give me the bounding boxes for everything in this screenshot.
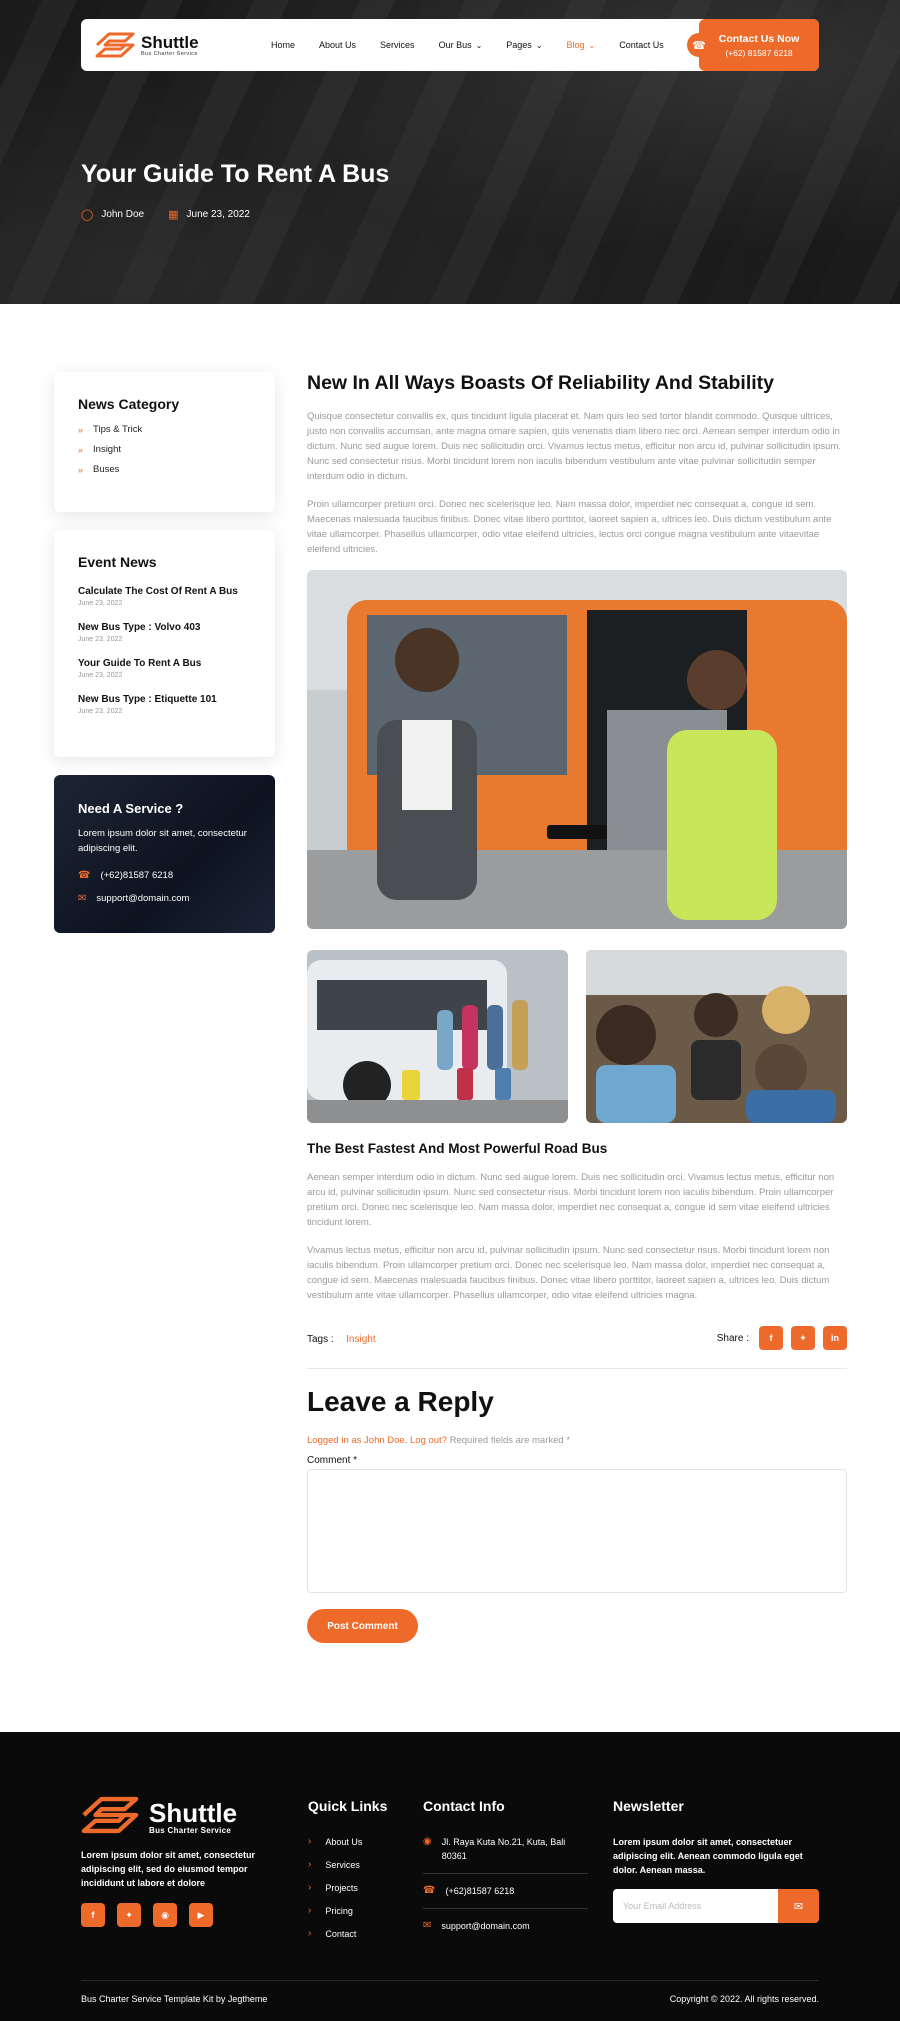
map-pin-icon: ◉ (423, 1836, 432, 1847)
quick-links (308, 1836, 362, 1951)
article-paragraph: Quisque consectetur convallis ex, quis tincidunt ligula placerat et. Nam quis leo sed tortor blandit commodo. Quisque ultrices, justo non convallis accumsan, ante magna ornare sapien, quis venenatis diam libero nec orci. Aenean semper interdum odio in dictum. Nunc sed augue lorem. Duis nec sollicitudin orci. Vivamus lectus metus, efficitur non arcu id, pulvinar sollicitudin ipsum. Nunc sed consectetur risus. Morbi tincidunt lorem non iaculis bibendum vestibulum ante vitae pulvinar sollicitudin semper interdum odio in dictum. (307, 411, 841, 482)
newsletter-title: Newsletter (613, 1798, 684, 1814)
chevron-right-icon: » (78, 464, 84, 475)
youtube-icon[interactable]: ▶ (189, 1903, 213, 1927)
contact-phone[interactable] (423, 1884, 588, 1909)
footer (0, 1732, 900, 2021)
chevron-right-icon: › (308, 1882, 312, 1893)
chevron-down-icon: ⌄ (588, 40, 596, 50)
tags (307, 1329, 376, 1347)
post-comment-button[interactable]: Post Comment (307, 1609, 418, 1643)
chevron-down-icon: ⌄ (535, 40, 543, 50)
send-icon: ✉ (793, 1900, 804, 1913)
category-label: Tips & Trick (93, 424, 143, 435)
contact-button-title: Contact Us Now (718, 32, 800, 45)
category-item[interactable] (78, 464, 251, 475)
nav-contact-label: Contact Us (619, 40, 664, 50)
nav-pages[interactable] (494, 40, 554, 50)
nav-blog[interactable] (555, 40, 608, 50)
brand-logo[interactable] (81, 32, 251, 58)
nav-about[interactable] (307, 40, 368, 50)
category-item[interactable] (78, 444, 251, 455)
event-title: New Bus Type : Volvo 403 (78, 622, 201, 633)
footer-description: Lorem ipsum dolor sit amet, consectetur adipiscing elit, sed do eiusmod tempor incididunt ut labore et dolore (81, 1850, 256, 1888)
newsletter-form (613, 1889, 819, 1923)
event-title: Your Guide To Rent A Bus (78, 658, 202, 669)
quick-link-label: About Us (325, 1836, 363, 1847)
newsletter-desc: Lorem ipsum dolor sit amet, consectetuer adipiscing elit. Aenean commodo ligula eget dolor. Aenean massa. (613, 1837, 803, 1875)
newsletter-submit-button[interactable] (778, 1889, 819, 1923)
nav-services-label: Services (380, 40, 415, 50)
newsletter-email-input[interactable] (613, 1889, 778, 1923)
article-heading: New In All Ways Boasts Of Reliability And Stability (307, 372, 775, 394)
quick-link[interactable] (308, 1928, 362, 1939)
share (717, 1326, 847, 1350)
news-category-widget (54, 372, 275, 512)
event-title: New Bus Type : Etiquette 101 (78, 694, 217, 705)
event-date: June 23, 2022 (78, 636, 123, 643)
footer-social (81, 1903, 213, 1927)
quick-link[interactable] (308, 1836, 362, 1847)
post-author[interactable]: John Doe (101, 209, 145, 220)
logout-link[interactable]: Log out? (410, 1435, 447, 1446)
top-navbar (81, 19, 819, 71)
category-item[interactable] (78, 424, 251, 435)
quick-link-label: Projects (325, 1882, 358, 1893)
footer-brand-name: Shuttle (149, 1798, 238, 1828)
nav-home[interactable] (259, 40, 307, 50)
category-label: Buses (93, 464, 120, 475)
contact-info-title: Contact Info (423, 1798, 505, 1814)
nav-blog-label: Blog (566, 40, 585, 50)
brand-name: Shuttle (141, 32, 199, 52)
chevron-right-icon: » (78, 444, 84, 455)
twitter-icon[interactable]: ✦ (791, 1326, 815, 1350)
nav-services[interactable] (368, 40, 427, 50)
event-item[interactable] (78, 586, 251, 607)
nav-our-bus-label: Our Bus (438, 40, 472, 50)
category-label: Insight (93, 444, 122, 455)
nav-contact[interactable] (607, 40, 676, 50)
comment-label: Comment * (307, 1455, 358, 1466)
post-meta (81, 208, 250, 221)
article (307, 304, 847, 1732)
article-paragraph: Aenean semper interdum odio in dictum. Nunc sed augue lorem. Duis nec sollicitudin orci. Vivamus lectus metus, efficitur non arcu id, pulvinar sollicitudin ipsum. Nunc sed consectetur risus. Morbi tincidunt lorem non iaculis bibendum. Proin ullamcorper pretium orci. Donec nec scelerisque leo. Nam massa dolor, imperdiet nec consequat a, congue id sem vitae eleifend ultricies tincidunt lorem. (307, 1172, 835, 1228)
address-text: Jl. Raya Kuta No.21, Kuta, Bali 80361 (441, 1837, 566, 1861)
event-item[interactable] (78, 622, 251, 643)
event-title: Calculate The Cost Of Rent A Bus (78, 586, 238, 597)
leave-reply-title: Leave a Reply (307, 1386, 494, 1417)
bus-boarding-photo (307, 570, 847, 929)
main-nav (259, 40, 676, 50)
linkedin-icon[interactable]: in (823, 1326, 847, 1350)
news-category-title: News Category (78, 396, 180, 412)
article-paragraph: Vivamus lectus metus, efficitur non arcu id, pulvinar sollicitudin ipsum. Nunc sed consectetur risus. Morbi tincidunt lorem non iaculis bibendum. Proin ullamcorper pretium orci. Donec nec scelerisque leo. Nam massa dolor, imperdiet nec consequat a, congue id sem. Maecenas malesuada faucibus finibus. Donec vitae libero porttitor, laoreet sapien a, ultrices leo. Duis dictum vestibulum ante vitae ullamcorper. Phasellus ullamcorper, odio vitae eleifend ultricies magna. (307, 1245, 830, 1301)
user-icon: ◯ (81, 209, 94, 221)
facebook-icon[interactable]: f (759, 1326, 783, 1350)
need-service-widget (54, 775, 275, 933)
email-icon: ✉ (423, 1920, 432, 1931)
quick-link[interactable] (308, 1859, 362, 1870)
brand-tagline: Bus Charter Service (141, 50, 198, 57)
logo-icon (81, 1795, 139, 1840)
nav-pages-label: Pages (506, 40, 532, 50)
share-label: Share : (716, 1332, 749, 1344)
chevron-right-icon: › (308, 1859, 312, 1870)
footer-brand-tagline: Bus Charter Service (149, 1826, 232, 1835)
phone-icon: ☎ (687, 33, 711, 57)
footer-credit: Bus Charter Service Template Kit by Jegtheme (81, 1994, 268, 2004)
service-email-text: support@domain.com (96, 893, 190, 904)
event-date: June 23, 2022 (78, 672, 123, 679)
need-service-title: Need A Service ? (78, 801, 184, 816)
event-date: June 23, 2022 (78, 708, 123, 715)
footer-copyright: Copyright © 2022. All rights reserved. (669, 1994, 819, 2004)
main-content (0, 304, 900, 1732)
event-date: June 23, 2022 (78, 600, 123, 607)
quick-link[interactable] (308, 1882, 362, 1893)
contact-email[interactable] (423, 1919, 588, 1943)
quick-link-label: Pricing (325, 1905, 353, 1916)
service-email[interactable] (78, 893, 251, 904)
post-date: June 23, 2022 (186, 209, 250, 220)
contact-info (423, 1835, 588, 1953)
divider (307, 1368, 847, 1369)
quick-link-label: Services (325, 1859, 360, 1870)
calendar-icon: ▦ (168, 209, 179, 221)
instagram-icon[interactable]: ◉ (153, 1903, 177, 1927)
hero-banner (0, 0, 900, 304)
need-service-desc: Lorem ipsum dolor sit amet, consectetur adipiscing elit. (78, 828, 247, 854)
logged-in-link[interactable]: Logged in as John Doe. (307, 1435, 408, 1446)
phone-icon: ☎ (78, 870, 91, 881)
nav-about-label: About Us (319, 40, 357, 50)
tags-share-row (307, 1326, 847, 1350)
passengers-selfie-photo (586, 950, 847, 1123)
chevron-right-icon: › (308, 1836, 312, 1847)
contact-us-now-button[interactable] (699, 19, 819, 71)
footer-bottom (81, 1980, 819, 2004)
quick-links-title: Quick Links (308, 1798, 388, 1814)
event-item[interactable] (78, 694, 251, 715)
newsletter (613, 1835, 819, 1923)
chevron-right-icon: › (308, 1905, 312, 1916)
nav-our-bus[interactable] (427, 40, 495, 50)
email-text: support@domain.com (441, 1921, 530, 1931)
quick-link-label: Contact (325, 1928, 357, 1939)
quick-link[interactable] (308, 1905, 362, 1916)
contact-button-phone: (+62) 81587 6218 (725, 47, 793, 58)
page-title: Your Guide To Rent A Bus (81, 160, 390, 188)
chevron-down-icon: ⌄ (475, 40, 483, 50)
comment-textarea[interactable] (307, 1469, 847, 1593)
logo-icon (95, 32, 135, 58)
email-icon: ✉ (78, 893, 87, 904)
facebook-icon[interactable]: f (81, 1903, 105, 1927)
tag-link[interactable]: Insight (346, 1334, 376, 1345)
footer-logo[interactable] (81, 1795, 237, 1840)
tags-label: Tags : (307, 1334, 334, 1345)
event-news-widget (54, 530, 275, 757)
phone-icon: ☎ (423, 1885, 436, 1896)
contact-address (423, 1835, 588, 1874)
nav-home-label: Home (271, 40, 296, 50)
required-note: Required fields are marked * (449, 1435, 571, 1446)
event-news-title: Event News (78, 554, 157, 570)
article-paragraph: Proin ullamcorper pretium orci. Donec nec scelerisque leo. Nam massa dolor, imperdiet nec consequat a, congue id sem. Maecenas malesuada faucibus finibus. Donec vitae libero porttitor, laoreet sapien a, ultrices leo. Duis dictum vestibulum ante vitae ullamcorper. Phasellus ullamcorper, odio vitae eleifend ultricies, lectus orci congue magna vestibulum ante vitaevitae eleifend ultricies. (307, 499, 832, 555)
article-subheading: The Best Fastest And Most Powerful Road Bus (307, 1141, 608, 1156)
twitter-icon[interactable]: ✦ (117, 1903, 141, 1927)
travelers-photo (307, 950, 568, 1123)
chevron-right-icon: » (78, 424, 84, 435)
reply-login-note (307, 1435, 570, 1446)
phone-text: (+62)81587 6218 (445, 1886, 515, 1896)
service-phone-text: (+62)81587 6218 (100, 870, 174, 881)
event-item[interactable] (78, 658, 251, 679)
chevron-right-icon: › (308, 1928, 312, 1939)
service-phone[interactable] (78, 870, 251, 881)
